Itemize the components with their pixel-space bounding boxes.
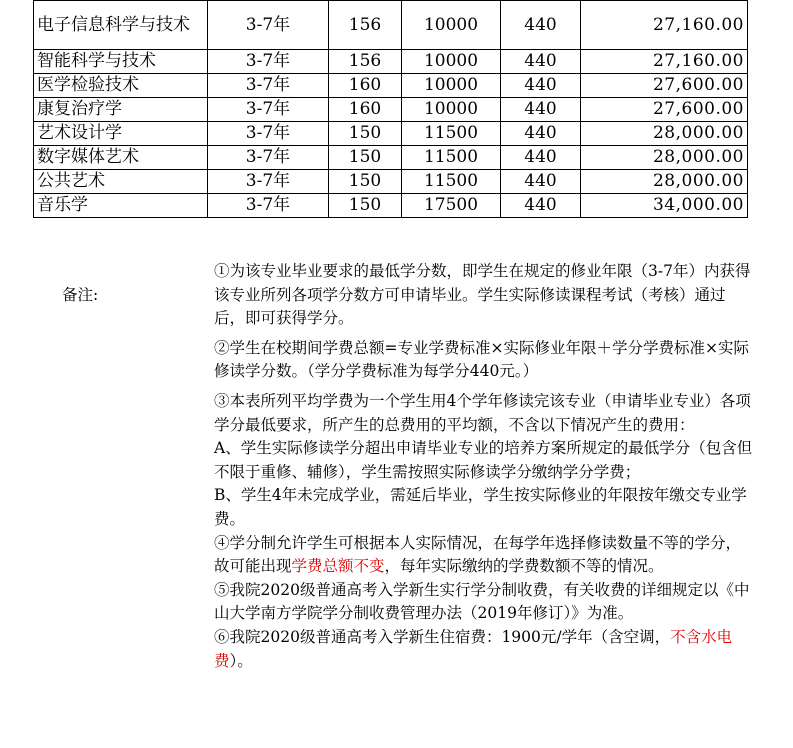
major-cell: 智能科学与技术 [34, 50, 208, 74]
note-6-highlight: 不含水电费 [214, 627, 733, 670]
total-cell: 34,000.00 [581, 194, 748, 218]
table-row [34, 194, 748, 218]
note-6-text-end: ）。 [229, 651, 253, 670]
total-cell: 27,600.00 [581, 74, 748, 98]
total-cell: 27,160.00 [581, 50, 748, 74]
note-4 [214, 532, 754, 579]
fee-standard-cell: 10000 [402, 1, 501, 50]
years-cell: 3-7年 [208, 146, 329, 170]
table-row [34, 74, 748, 98]
note-1: ①为该专业毕业要求的最低学分数，即学生在规定的修业年限（3-7年）内获得该专业所列各项学分数方可申请毕业。学生实际修读课程考试（考核）通过后，即可获得学分。 [214, 262, 751, 328]
total-cell: 28,000.00 [581, 170, 748, 194]
table-row [34, 146, 748, 170]
years-cell: 3-7年 [208, 194, 329, 218]
years-cell: 3-7年 [208, 170, 329, 194]
credits-cell: 150 [329, 170, 402, 194]
credits-cell: 156 [329, 50, 402, 74]
credits-cell: 150 [329, 146, 402, 170]
credit-fee-cell: 440 [501, 194, 581, 218]
notes-section [214, 260, 754, 673]
credit-fee-cell: 440 [501, 122, 581, 146]
note-2: ②学生在校期间学费总额=专业学费标准×实际修业年限＋学分学费标准×实际修读学分数。（学分学费标准为每学分440元。） [214, 338, 749, 381]
note-5: ⑤我院2020级普通高考入学新生实行学分制收费，有关收费的详细规定以《中山大学南方学院学分制收费管理办法（2019年修订）》为准。 [214, 580, 750, 623]
credit-fee-cell: 440 [501, 170, 581, 194]
major-cell: 电子信息科学与技术 [34, 1, 208, 50]
table-row [34, 50, 748, 74]
note-6-text: ⑥我院2020级普通高考入学新生住宿费：1900元/学年（含空调， [214, 627, 671, 646]
note-3a: A、学生实际修读学分超出申请毕业专业的培养方案所规定的最低学分（包含但不限于重修、辅修），学生需按照实际修读学分缴纳学分学费； [214, 439, 753, 481]
fee-table [33, 0, 748, 218]
years-cell: 3-7年 [208, 50, 329, 74]
total-cell: 27,160.00 [581, 1, 748, 50]
credit-fee-cell: 440 [501, 74, 581, 98]
fee-standard-cell: 11500 [402, 146, 501, 170]
credit-fee-cell: 440 [501, 50, 581, 74]
fee-standard-cell: 17500 [402, 194, 501, 218]
table-row [34, 122, 748, 146]
credit-fee-cell: 440 [501, 1, 581, 50]
table-row [34, 98, 748, 122]
table-row [34, 170, 748, 194]
total-cell: 28,000.00 [581, 146, 748, 170]
fee-standard-cell: 11500 [402, 170, 501, 194]
note-3: ③本表所列平均学费为一个学生用4个学年修读完该专业（申请毕业专业）各项学分最低要求，所产生的总费用的平均额，不含以下情况产生的费用： [214, 391, 751, 434]
note-6 [214, 626, 754, 673]
fee-standard-cell: 10000 [402, 50, 501, 74]
major-cell: 康复治疗学 [34, 98, 208, 122]
major-cell: 数字媒体艺术 [34, 146, 208, 170]
credit-fee-cell: 440 [501, 146, 581, 170]
note-4-text: ④学分制允许学生可根据本人实际情况，在每学年选择修读数量不等的学分，故可能出现 [214, 533, 742, 576]
table-row [34, 1, 748, 50]
note-4-text-end: ，每年实际缴纳的学费数额不等的情况。 [384, 557, 664, 576]
note-4-highlight: 学费总额不变 [291, 557, 385, 576]
credits-cell: 160 [329, 74, 402, 98]
major-cell: 音乐学 [34, 194, 208, 218]
major-cell: 医学检验技术 [34, 74, 208, 98]
notes-label: 备注: [62, 286, 99, 304]
total-cell: 28,000.00 [581, 122, 748, 146]
major-cell: 艺术设计学 [34, 122, 208, 146]
credits-cell: 160 [329, 98, 402, 122]
credits-cell: 150 [329, 194, 402, 218]
fee-standard-cell: 11500 [402, 122, 501, 146]
total-cell: 27,600.00 [581, 98, 748, 122]
fee-standard-cell: 10000 [402, 74, 501, 98]
years-cell: 3-7年 [208, 122, 329, 146]
years-cell: 3-7年 [208, 98, 329, 122]
credit-fee-cell: 440 [501, 98, 581, 122]
major-cell: 公共艺术 [34, 170, 208, 194]
credits-cell: 150 [329, 122, 402, 146]
fee-standard-cell: 10000 [402, 98, 501, 122]
years-cell: 3-7年 [208, 74, 329, 98]
years-cell: 3-7年 [208, 1, 329, 50]
note-3b: B、学生4年未完成学业，需延后毕业，学生按实际修业的年限按年缴交专业学费。 [214, 486, 747, 528]
credits-cell: 156 [329, 1, 402, 50]
